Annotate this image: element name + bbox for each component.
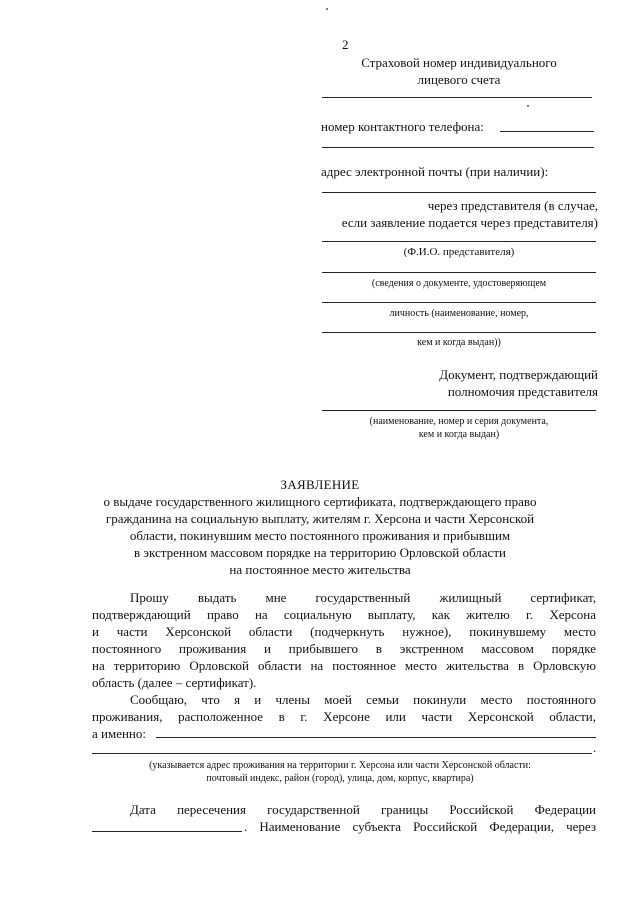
paragraph-line: Сообщаю, что я и члены моей семьи покинули место постоянного (130, 692, 596, 707)
paragraph-line: а именно: (92, 726, 146, 741)
subtitle-line: гражданина на социальную выплату, жителям г. Херсона и части Херсонской (105, 511, 535, 526)
border-crossing-line: Дата пересечения государственной границы Российской Федерации (130, 802, 596, 817)
border-crossing-date-field[interactable] (92, 831, 242, 832)
id-document-hint: кем и когда выдан)) (417, 337, 501, 348)
id-document-field[interactable] (322, 272, 596, 273)
paragraph-line: область (далее – сертификат). (92, 675, 257, 690)
id-document-field[interactable] (322, 302, 596, 303)
authority-line: полномочия представителя (447, 384, 598, 399)
representative-line: если заявление подается через представителя) (341, 215, 598, 230)
paragraph-line: и части Херсонской области (подчеркнуть нужное), покинувшему место (92, 624, 596, 639)
email-field[interactable] (322, 192, 596, 193)
email-label: адрес электронной почты (при наличии): (321, 164, 549, 179)
insurance-number-title (320, 54, 598, 88)
statement-subtitle (40, 493, 600, 578)
insurance-title-line: Страховой номер индивидуального (361, 55, 557, 70)
scan-speck (527, 105, 529, 107)
insurance-title-line: лицевого счета (417, 72, 501, 87)
authority-label (318, 366, 598, 400)
region-name-line: . Наименование субъекта Российской Федерации, через (244, 819, 596, 834)
paragraph-line: подтверждающий право на социальную выплату, как жителю г. Херсона (92, 607, 596, 622)
paragraph-line: Прошу выдать мне государственный жилищный сертификат, (130, 590, 596, 605)
address-hint-line: почтовый индекс, район (город), улица, дом, корпус, квартира) (206, 773, 474, 784)
phone-extra-line[interactable] (322, 147, 594, 148)
subtitle-line: на постоянное место жительства (229, 562, 411, 577)
authority-document-field[interactable] (322, 410, 596, 411)
address-end-period: . (593, 740, 597, 755)
representative-label (318, 197, 598, 231)
page-number: 2 (342, 37, 349, 52)
authority-line: Документ, подтверждающий (439, 367, 598, 382)
id-document-field[interactable] (322, 332, 596, 333)
residence-address-field[interactable] (156, 737, 596, 738)
insurance-number-field[interactable] (322, 97, 592, 98)
id-document-hint: (сведения о документе, удостоверяющем (371, 278, 547, 289)
phone-field[interactable] (500, 131, 594, 132)
subtitle-line: о выдаче государственного жилищного сертификата, подтверждающего право (103, 494, 537, 509)
paragraph-line: на территорию Орловской области на постоянное место жительства в Орловскую (92, 658, 596, 673)
authority-hint-line: (наименование, номер и серия документа, (369, 416, 549, 427)
residence-paragraph (92, 691, 596, 742)
id-document-hint: личность (наименование, номер, (389, 308, 529, 319)
address-hint (60, 759, 620, 785)
paragraph-line: постоянного проживания и прибывшего в экстренном массовом порядке (92, 641, 596, 656)
scan-speck (326, 8, 328, 10)
representative-name-field[interactable] (322, 241, 596, 242)
address-hint-line: (указывается адрес проживания на территории г. Херсона или части Херсонской области: (149, 760, 531, 771)
subtitle-line: области, покинувшим место постоянного проживания и прибывшим (129, 528, 511, 543)
residence-address-field[interactable] (92, 753, 592, 754)
statement-title: ЗАЯВЛЕНИЕ (280, 477, 360, 492)
phone-label: номер контактного телефона: (321, 119, 484, 134)
request-paragraph (92, 589, 596, 691)
subtitle-line: в экстренном массовом порядке на территорию Орловской области (134, 545, 506, 560)
paragraph-line: проживания, расположенное в г. Херсоне или части Херсонской области, (92, 709, 596, 724)
authority-document-hint (322, 415, 596, 441)
authority-hint-line: кем и когда выдан) (418, 429, 500, 440)
representative-line: через представителя (в случае, (427, 198, 598, 213)
representative-name-hint: (Ф.И.О. представителя) (403, 246, 515, 258)
